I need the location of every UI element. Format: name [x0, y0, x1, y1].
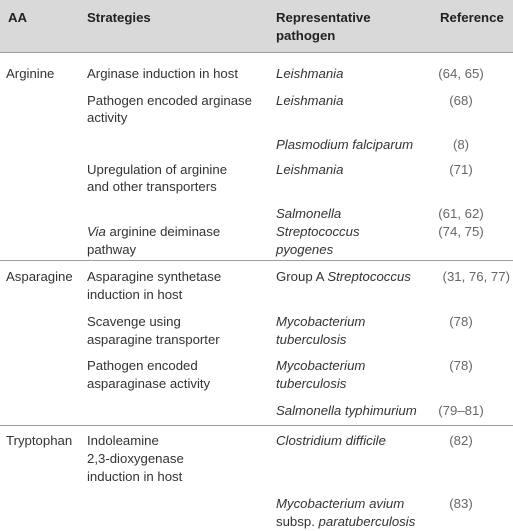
- strategy-text: pathway: [87, 242, 137, 257]
- reference-text: (82): [449, 433, 473, 448]
- strategy-text: Asparagine synthetase: [87, 269, 222, 284]
- pathogen-text: [276, 513, 415, 530]
- reference-text: (74, 75): [438, 224, 484, 239]
- pathogen-text: pyogenes: [276, 242, 334, 257]
- pathogen-suffix-italic: paratuberculosis: [318, 514, 416, 529]
- strategy-text: asparagine transporter: [87, 332, 220, 347]
- pathogen-text: Streptococcus: [276, 224, 360, 239]
- header-divider: [0, 52, 513, 53]
- pathogen-prefix: Group A: [276, 269, 328, 284]
- header-strategies: Strategies: [87, 10, 151, 25]
- reference-text: (61, 62): [438, 206, 484, 221]
- pathogen-text: tuberculosis: [276, 332, 347, 347]
- strategy-text: Indoleamine: [87, 433, 159, 448]
- header-reference: Reference: [440, 10, 504, 25]
- pathogen-italic: Streptococcus: [327, 269, 411, 284]
- strategy-text: Pathogen encoded: [87, 358, 198, 373]
- pathogen-suffix: subsp.: [276, 514, 319, 529]
- group-divider-arginine: [0, 260, 513, 261]
- pathogen-text: Leishmania: [276, 66, 344, 81]
- pathogen-text: Mycobacterium: [276, 358, 366, 373]
- reference-text: (68): [449, 93, 473, 108]
- aa-label: Tryptophan: [6, 433, 73, 448]
- header-pathogen-line1: Representative: [276, 10, 371, 25]
- strategy-text: Arginase induction in host: [87, 66, 239, 81]
- strategy-text: 2,3-dioxygenase: [87, 451, 184, 466]
- pathogen-text: Mycobacterium: [276, 314, 366, 329]
- aa-label: Asparagine: [6, 269, 73, 284]
- pathogen-text: Salmonella typhimurium: [276, 403, 417, 418]
- strategy-text: Pathogen encoded arginase: [87, 93, 252, 108]
- strategy-text: [87, 223, 220, 240]
- strategy-rest: arginine deiminase: [105, 224, 221, 239]
- strategy-text: induction in host: [87, 469, 183, 484]
- pathogen-text: Leishmania: [276, 93, 344, 108]
- group-divider-asparagine: [0, 425, 513, 426]
- reference-text: (71): [449, 162, 473, 177]
- reference-text: (79–81): [438, 403, 484, 418]
- reference-text: (31, 76, 77): [442, 269, 510, 284]
- reference-text: (64, 65): [438, 66, 484, 81]
- pathogen-text: Salmonella: [276, 206, 342, 221]
- pathogen-text: Mycobacterium avium: [276, 496, 405, 511]
- pathogen-text: Plasmodium falciparum: [276, 137, 414, 152]
- reference-text: (78): [449, 314, 473, 329]
- strategy-text: and other transporters: [87, 179, 217, 194]
- pathogen-text: tuberculosis: [276, 376, 347, 391]
- reference-text: (83): [449, 496, 473, 511]
- aa-label: Arginine: [6, 66, 55, 81]
- strategy-prefix-italic: Via: [87, 224, 106, 239]
- strategy-text: asparaginase activity: [87, 376, 211, 391]
- pathogen-text: [276, 268, 411, 285]
- table-header: [0, 0, 513, 52]
- header-pathogen-line2: pathogen: [276, 28, 336, 43]
- header-aa: AA: [8, 10, 28, 25]
- reference-text: (8): [452, 137, 470, 152]
- reference-text: (78): [449, 358, 473, 373]
- pathogen-text: Leishmania: [276, 162, 344, 177]
- strategy-text: induction in host: [87, 287, 183, 302]
- strategy-text: activity: [87, 110, 128, 125]
- strategy-text: Scavenge using: [87, 314, 181, 329]
- strategy-text: Upregulation of arginine: [87, 162, 228, 177]
- pathogen-text: Clostridium difficile: [276, 433, 386, 448]
